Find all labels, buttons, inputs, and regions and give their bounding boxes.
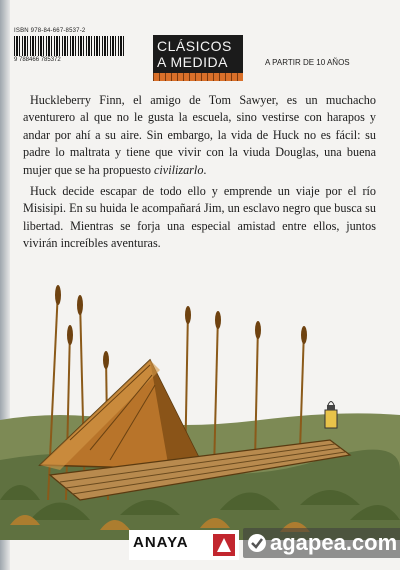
ruler-strip: [153, 73, 243, 81]
paragraph-1-end: .: [203, 162, 207, 177]
synopsis-paragraph-1: [23, 92, 376, 179]
lantern-icon: [325, 402, 337, 429]
paragraph-1-text: Huckleberry Finn, el amigo de Tom Sawyer, es un muchacho aventurero al que no le gusta la escuela, sino vestirse con harapos y andar por ahí a su aire. Sin embargo, la vida de Huck no es fácil: su padre lo maltrata y tiene que vivir con la viuda Douglas, una buena mujer que se ha propuesto: [23, 93, 376, 177]
publisher-name: ANAYA: [133, 534, 189, 551]
synopsis-paragraph-2: Huck decide escapar de todo ello y emprende un viaje por el río Misisipi. En su huida le acompañará Jim, un esclavo negro que busca su libertad. Mientras se forja una especial amistad entre ellos, juntos vivirán increíbles aventuras.: [23, 184, 376, 251]
paragraph-1-emphasis: civilizarlo: [153, 162, 204, 177]
publisher-mark-icon: [213, 534, 235, 556]
isbn-label: ISBN 978-84-667-8537-2: [14, 28, 86, 34]
barcode: [14, 36, 124, 56]
series-logo: [153, 35, 243, 75]
isbn-block: [14, 28, 134, 63]
synopsis: [23, 92, 376, 253]
watermark[interactable]: [243, 528, 400, 558]
raft-illustration: [0, 270, 400, 540]
barcode-digits: 9 788466 785372: [14, 57, 61, 63]
publisher-logo: [129, 530, 239, 560]
watermark-text: agapea.com: [270, 530, 398, 555]
series-line2: A MEDIDA: [157, 54, 228, 70]
series-line1: CLÁSICOS: [157, 38, 232, 54]
watermark-logo-icon: [247, 533, 267, 553]
age-label: A PARTIR DE 10 AÑOS: [265, 58, 350, 67]
